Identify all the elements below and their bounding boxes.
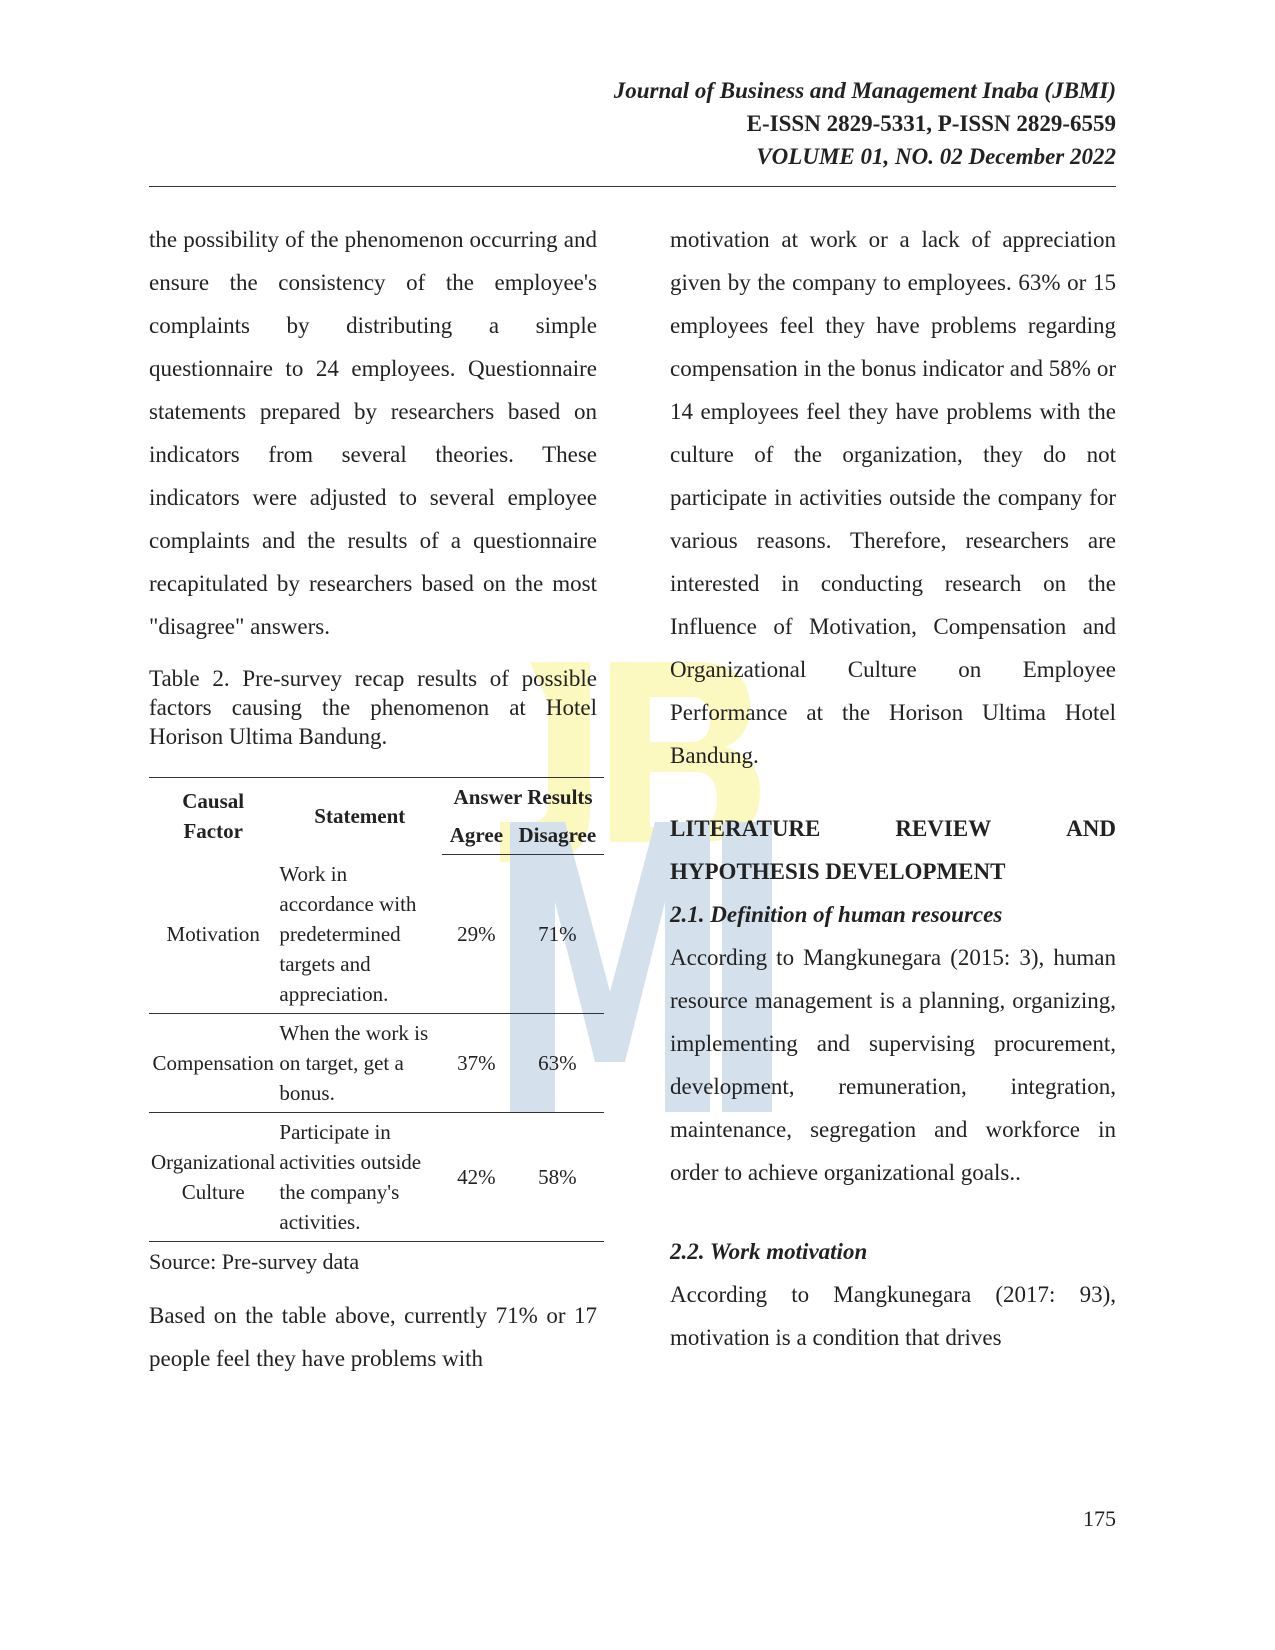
left-paragraph-1: the possibility of the phenomenon occurring and ensure the consistency of the employee's complaints by distributing a simple questionnaire to 24 employees. Questionnaire statements prepared by researchers based on indicators from several theories. These indicators were adjusted to several employee complaints and the results of a questionnaire recapitulated by researchers based on the most "disagree" answers.: [149, 227, 597, 639]
subsection-2-1-text: According to Mangkunegara (2015: 3), human resource management is a planning, organizing, implementing and supervising procurement, development, remuneration, integration, maintenance, segregation and workforce in order to achieve organizational goals..: [670, 945, 1116, 1185]
cell-factor: Motivation: [149, 855, 277, 1014]
cell-agree: 37%: [442, 1013, 511, 1112]
cell-disagree: 63%: [511, 1013, 604, 1112]
journal-header: [149, 74, 1116, 173]
cell-agree: 42%: [442, 1112, 511, 1241]
section-heading: [670, 807, 1116, 893]
left-paragraph-2: Based on the table above, currently 71% or 17 people feel they have problems with: [149, 1302, 597, 1371]
cell-disagree: 58%: [511, 1112, 604, 1241]
cell-statement: Work in accordance with predetermined targets and appreciation.: [277, 855, 442, 1014]
header-causal-factor: Causal Factor: [149, 778, 277, 855]
table-row: [149, 1112, 604, 1241]
header-divider: [149, 186, 1116, 187]
cell-statement: Participate in activities outside the company's activities.: [277, 1112, 442, 1241]
subsection-heading-2-1: 2.1. Definition of human resources: [670, 902, 1003, 927]
heading-word: REVIEW: [895, 816, 992, 841]
heading-word: AND: [1066, 816, 1116, 841]
cell-disagree: 71%: [511, 855, 604, 1014]
table-header-row: [149, 778, 604, 817]
table-caption: Table 2. Pre-survey recap results of possible factors causing the phenomenon at Hotel Horison Ultima Bandung.: [149, 666, 597, 749]
cell-statement: When the work is on target, get a bonus.: [277, 1013, 442, 1112]
header-agree: Agree: [442, 816, 511, 855]
journal-volume: VOLUME 01, NO. 02 December 2022: [756, 144, 1116, 169]
journal-issn: E-ISSN 2829-5331, P-ISSN 2829-6559: [746, 111, 1116, 136]
table-source: Source: Pre-survey data: [149, 1248, 360, 1274]
cell-factor: Organizational Culture: [149, 1112, 277, 1241]
subsection-heading-2-2: 2.2. Work motivation: [670, 1239, 868, 1264]
header-statement: Statement: [277, 778, 442, 855]
table-row: [149, 1013, 604, 1112]
page-number: 175: [1083, 1506, 1116, 1531]
right-paragraph-1: motivation at work or a lack of appreciation given by the company to employees. 63% or 15 employees feel they have problems regarding compensation in the bonus indicator and 58% or 14 employees feel they have problems with the culture of the organization, they do not participate in activities outside the company for various reasons. Therefore, researchers are interested in conducting research on the Influence of Motivation, Compensation and Organizational Culture on Employee Performance at the Horison Ultima Hotel Bandung.: [670, 227, 1116, 768]
section-heading-line-1: [670, 807, 1116, 850]
header-disagree: Disagree: [511, 816, 604, 855]
cell-agree: 29%: [442, 855, 511, 1014]
cell-factor: Compensation: [149, 1013, 277, 1112]
section-heading-line-2: HYPOTHESIS DEVELOPMENT: [670, 859, 1006, 884]
right-column: [670, 218, 1116, 1359]
left-column: [149, 218, 597, 1380]
heading-word: LITERATURE: [670, 816, 821, 841]
subsection-2-2-text: According to Mangkunegara (2017: 93), motivation is a condition that drives: [670, 1282, 1116, 1350]
table-row: [149, 855, 604, 1014]
pre-survey-table: [149, 777, 604, 1242]
header-answer-results: Answer Results: [442, 778, 604, 817]
journal-title: Journal of Business and Management Inaba (JBMI): [613, 78, 1116, 103]
